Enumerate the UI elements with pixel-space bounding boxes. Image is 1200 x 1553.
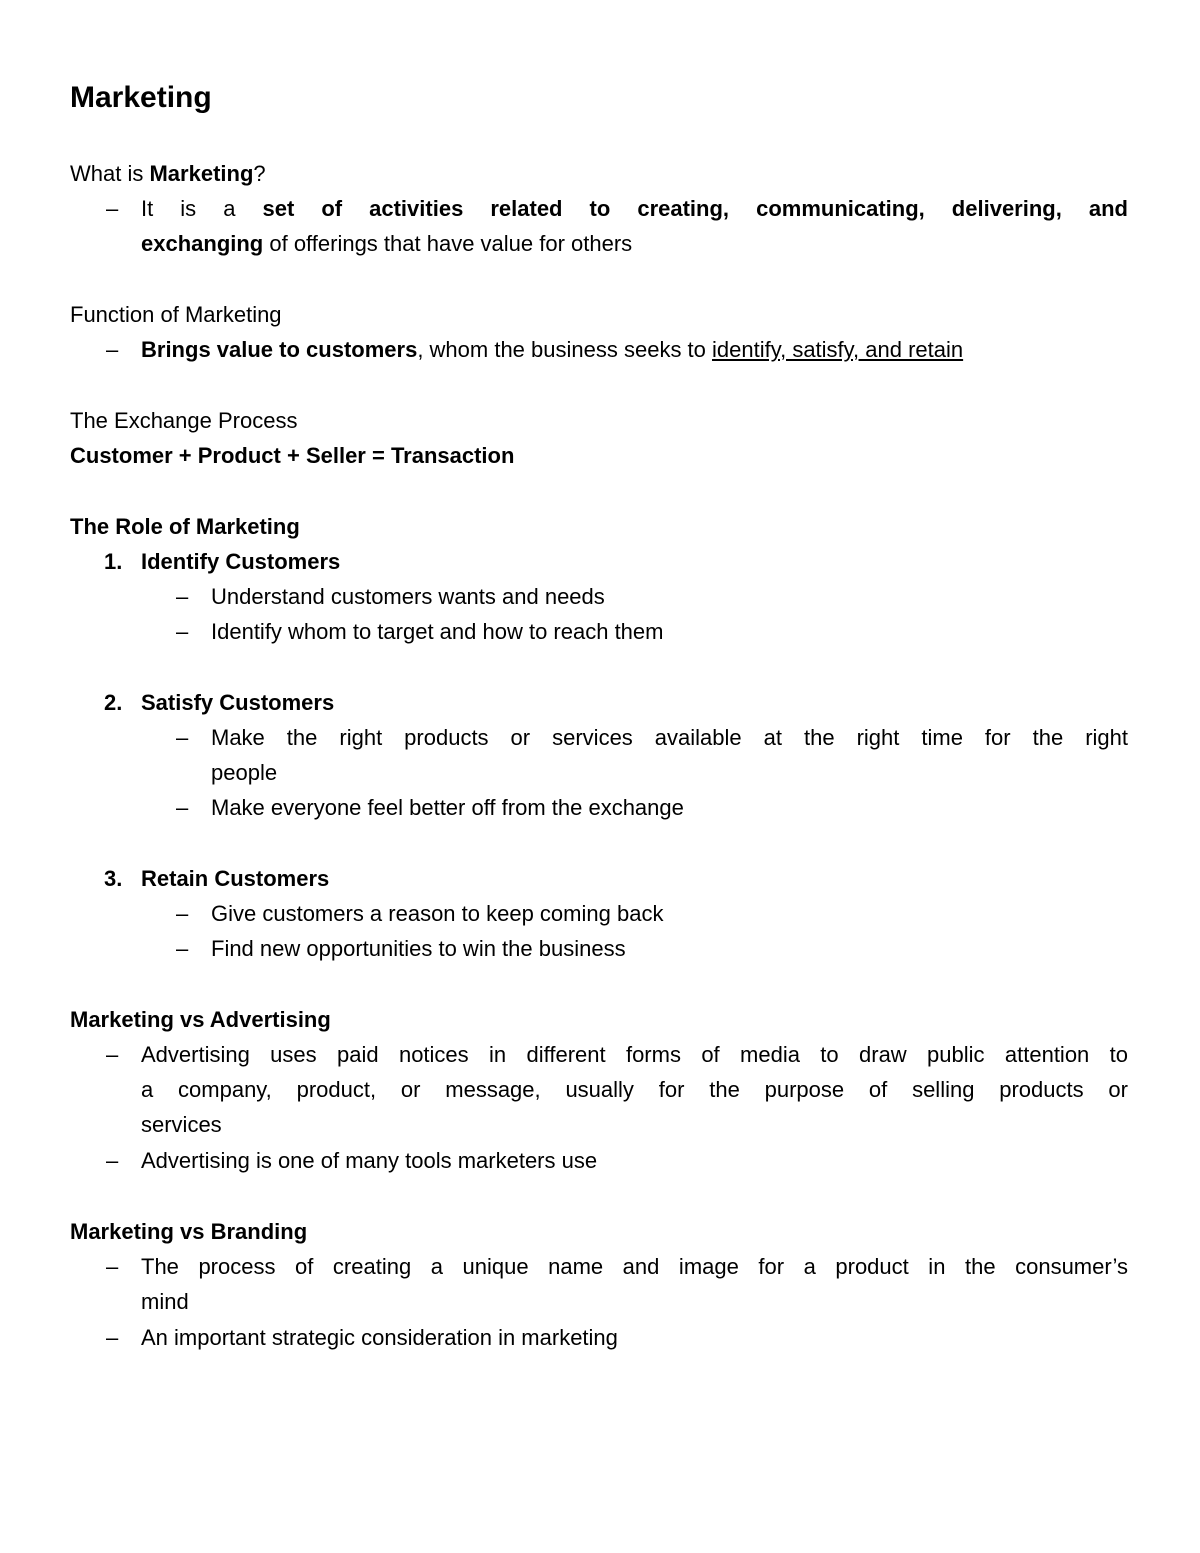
- function-line: Brings value to customers, whom the business seeks to identify, satisfy, and retain: [141, 337, 964, 362]
- list-item: Identify whom to target and how to reach them: [211, 619, 664, 644]
- list-item: Advertising uses paid notices in different forms of media to draw public attention to: [141, 1042, 1128, 1067]
- list-item: Advertising is one of many tools marketers use: [141, 1148, 598, 1173]
- page-title: Marketing: [70, 81, 212, 114]
- advertising-heading: Marketing vs Advertising: [70, 1007, 331, 1032]
- list-item-continued: mind: [141, 1289, 189, 1314]
- list-number: 3.: [104, 866, 123, 891]
- bullet-dash: –: [106, 196, 119, 221]
- list-item: Make the right products or services available at the right time for the right: [211, 725, 1128, 750]
- bullet-dash: –: [176, 619, 189, 644]
- what-is-question: What is Marketing?: [70, 161, 266, 186]
- bullet-dash: –: [176, 584, 189, 609]
- role-item-title: Retain Customers: [141, 866, 330, 891]
- list-item-continued: services: [141, 1112, 222, 1137]
- bullet-dash: –: [176, 901, 189, 926]
- bullet-dash: –: [106, 337, 119, 362]
- list-item: An important strategic consideration in marketing: [141, 1325, 618, 1350]
- role-heading: The Role of Marketing: [70, 514, 300, 539]
- exchange-formula: Customer + Product + Seller = Transaction: [70, 443, 515, 468]
- definition-line-1: It is a set of activities related to creating, communicating, delivering, and: [141, 196, 1128, 221]
- exchange-heading: The Exchange Process: [70, 408, 298, 433]
- bullet-dash: –: [176, 795, 189, 820]
- list-item: Give customers a reason to keep coming back: [211, 901, 664, 926]
- list-item-continued: people: [211, 760, 278, 785]
- bullet-dash: –: [176, 725, 189, 750]
- list-item-continued: a company, product, or message, usually for the purpose of selling products or: [141, 1077, 1128, 1102]
- role-item-title: Identify Customers: [141, 549, 341, 574]
- list-number: 1.: [104, 549, 123, 574]
- list-item: Find new opportunities to win the business: [211, 936, 626, 961]
- bullet-dash: –: [106, 1325, 119, 1350]
- branding-heading: Marketing vs Branding: [70, 1219, 308, 1244]
- function-heading: Function of Marketing: [70, 302, 282, 327]
- list-item: Make everyone feel better off from the exchange: [211, 795, 684, 820]
- role-item-title: Satisfy Customers: [141, 690, 335, 715]
- bullet-dash: –: [106, 1148, 119, 1173]
- bullet-dash: –: [176, 936, 189, 961]
- list-item: The process of creating a unique name and image for a product in the consumer’s: [141, 1254, 1128, 1279]
- definition-line-2: exchanging of offerings that have value for others: [141, 231, 633, 256]
- list-item: Understand customers wants and needs: [211, 584, 605, 609]
- list-number: 2.: [104, 690, 123, 715]
- bullet-dash: –: [106, 1042, 119, 1067]
- bullet-dash: –: [106, 1254, 119, 1279]
